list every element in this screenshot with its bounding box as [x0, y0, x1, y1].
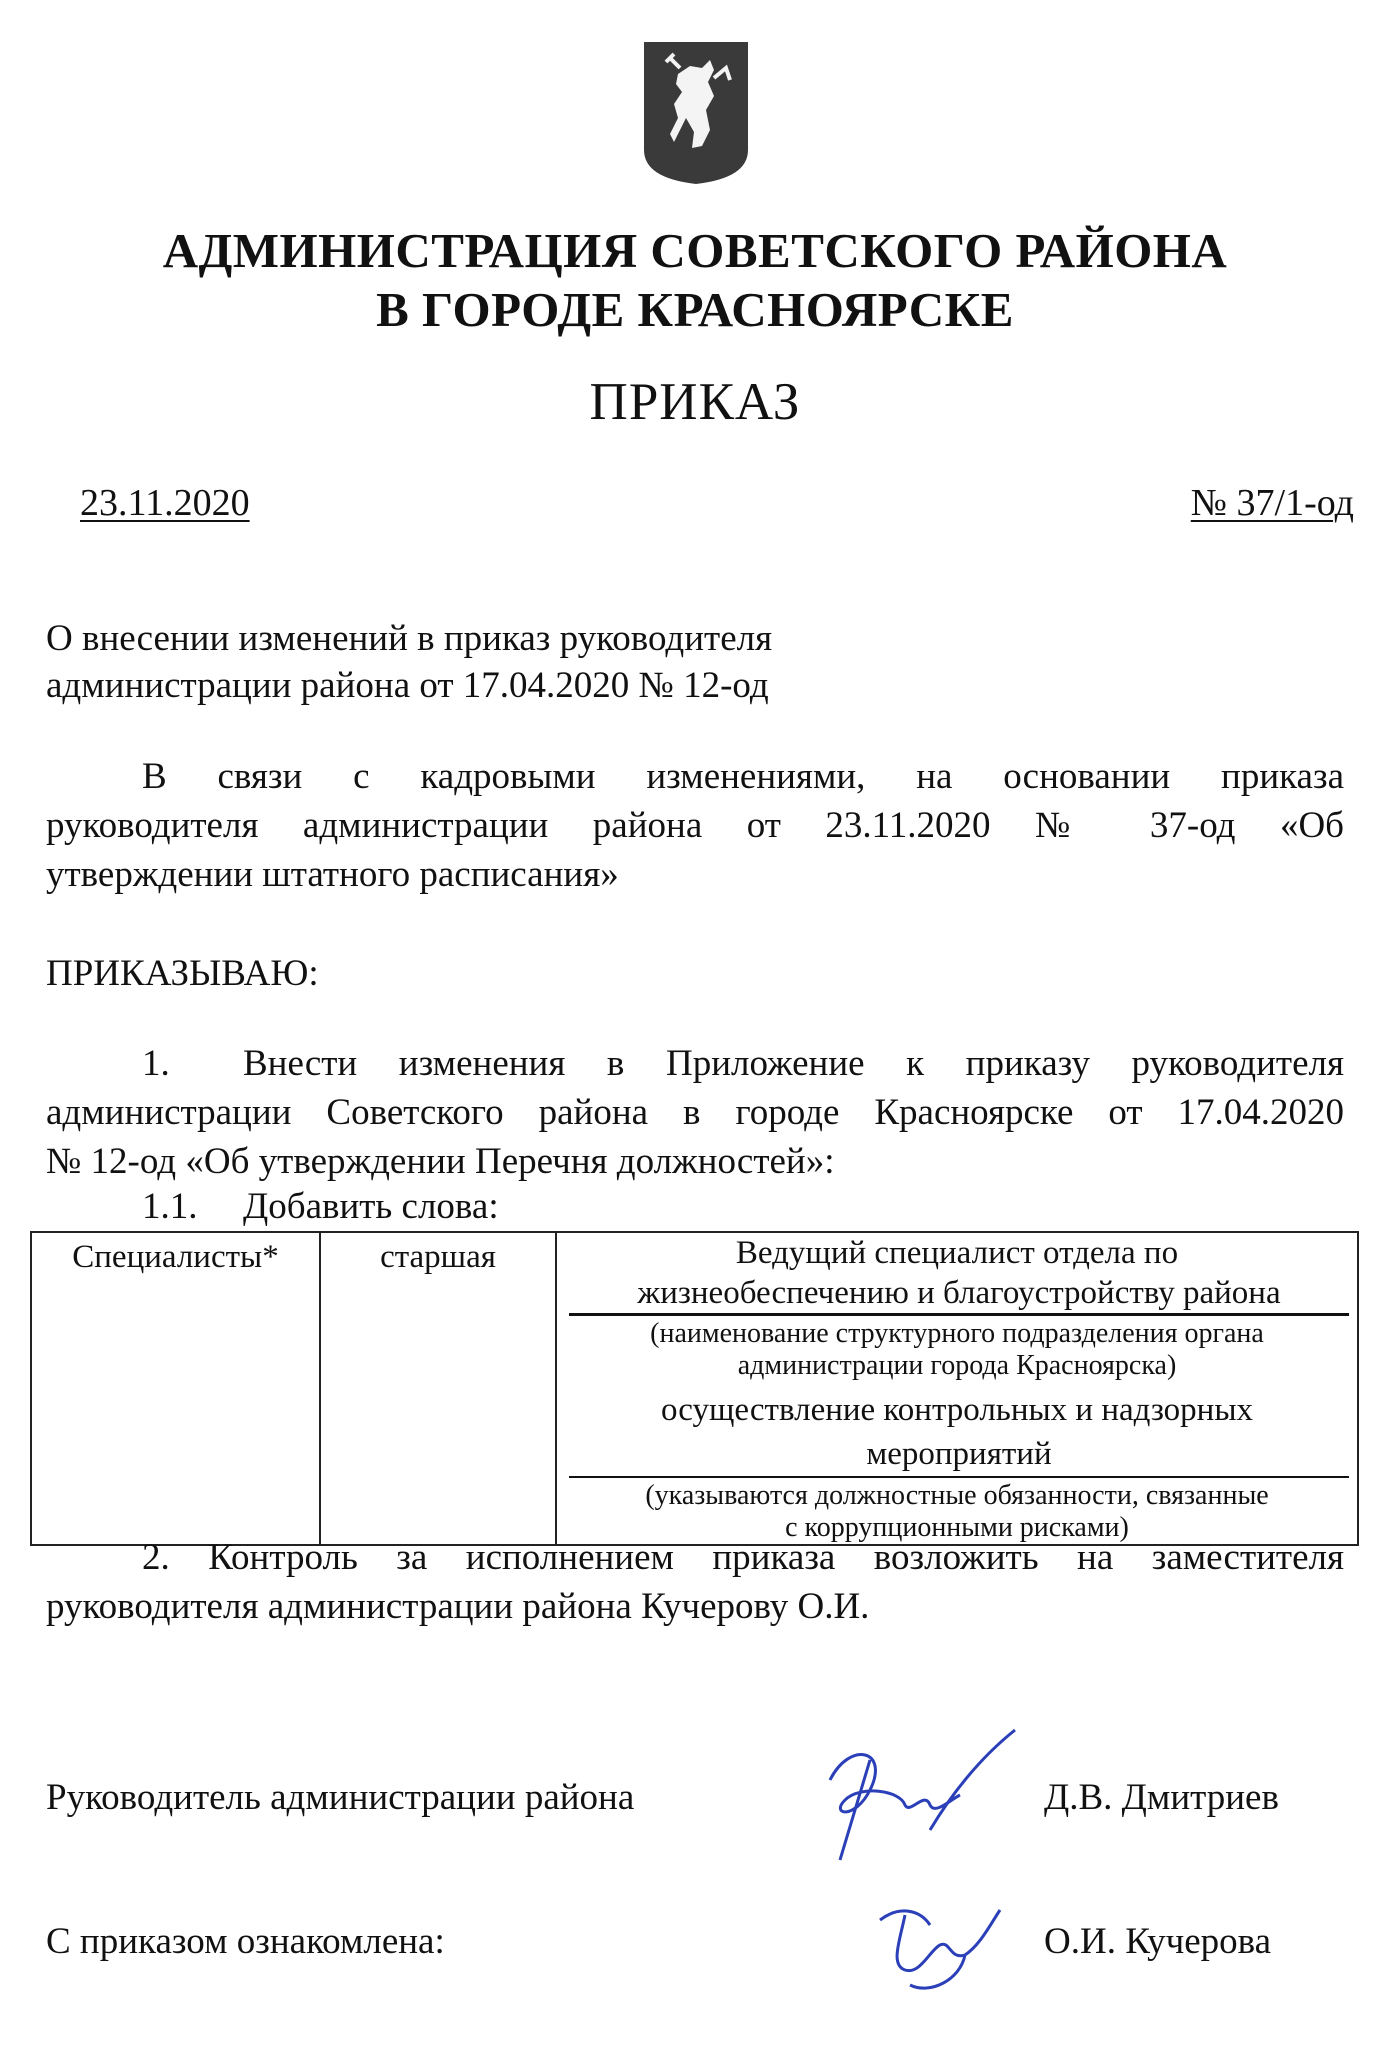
subject-line2: администрации района от 17.04.2020 № 12-од	[46, 665, 769, 706]
order-word: ПРИКАЗЫВАЮ:	[46, 953, 319, 994]
item1-1-text: Добавить слова:	[243, 1186, 499, 1227]
item1-line3: № 12-од «Об утверждении Перечня должностей»:	[46, 1141, 835, 1182]
position-line2: жизнеобеспечению и благоустройству района	[569, 1273, 1349, 1316]
item2-line2: руководителя администрации района Кучерову О.И.	[46, 1586, 870, 1627]
duties-caption-line1: (указываются должностные обязанности, связанные	[645, 1480, 1269, 1511]
positions-table	[30, 1231, 1359, 1546]
table-cell-position	[556, 1232, 1358, 1545]
duties-line2: мероприятий	[569, 1432, 1349, 1478]
item1-line2: администрации Советского района в городе Красноярске от 17.04.2020	[46, 1092, 1344, 1133]
table-cell-category	[31, 1232, 320, 1545]
duties-caption-line2: с коррупционными рисками)	[785, 1512, 1129, 1543]
head-title: Руководитель администрации района	[46, 1777, 635, 1818]
ack-signature	[870, 1890, 1020, 2000]
head-name: Д.В. Дмитриев	[1044, 1777, 1279, 1818]
preamble-line2: руководителя администрации района от 23.11.2020 № 37-од «Об	[46, 805, 1344, 846]
coat-of-arms-emblem	[640, 38, 752, 186]
item1-number: 1.	[142, 1043, 170, 1084]
position-caption-line1: (наименование структурного подразделения органа	[650, 1318, 1264, 1349]
subject-line1: О внесении изменений в приказ руководителя	[46, 618, 773, 659]
position-line1: Ведущий специалист отдела по	[735, 1235, 1179, 1271]
head-signature	[810, 1720, 1040, 1870]
category-text: Специалисты*	[72, 1239, 279, 1275]
duties-line1: осуществление контрольных и надзорных	[660, 1392, 1254, 1428]
item2-line1: 2. Контроль за исполнением приказа возложить на заместителя	[142, 1537, 1344, 1578]
order-date: 23.11.2020	[80, 482, 250, 524]
ack-name: О.И. Кучерова	[1044, 1921, 1272, 1962]
item1-line1: Внести изменения в Приложение к приказу руководителя	[243, 1043, 1344, 1084]
item1-1-number: 1.1.	[142, 1186, 198, 1227]
document-type-title: ПРИКАЗ	[589, 373, 801, 431]
organization-name-line1: АДМИНИСТРАЦИЯ СОВЕТСКОГО РАЙОНА	[162, 223, 1228, 278]
table-cell-group	[320, 1232, 556, 1545]
organization-name-line2: В ГОРОДЕ КРАСНОЯРСКЕ	[376, 282, 1014, 337]
preamble-line3: утверждении штатного расписания»	[46, 854, 619, 895]
position-caption-line2: администрации города Красноярска)	[737, 1350, 1177, 1381]
order-number: № 37/1-од	[1190, 482, 1354, 524]
preamble-line1: В связи с кадровыми изменениями, на основании приказа	[142, 756, 1344, 797]
group-text: старшая	[380, 1239, 496, 1275]
ack-title: С приказом ознакомлена:	[46, 1921, 445, 1962]
